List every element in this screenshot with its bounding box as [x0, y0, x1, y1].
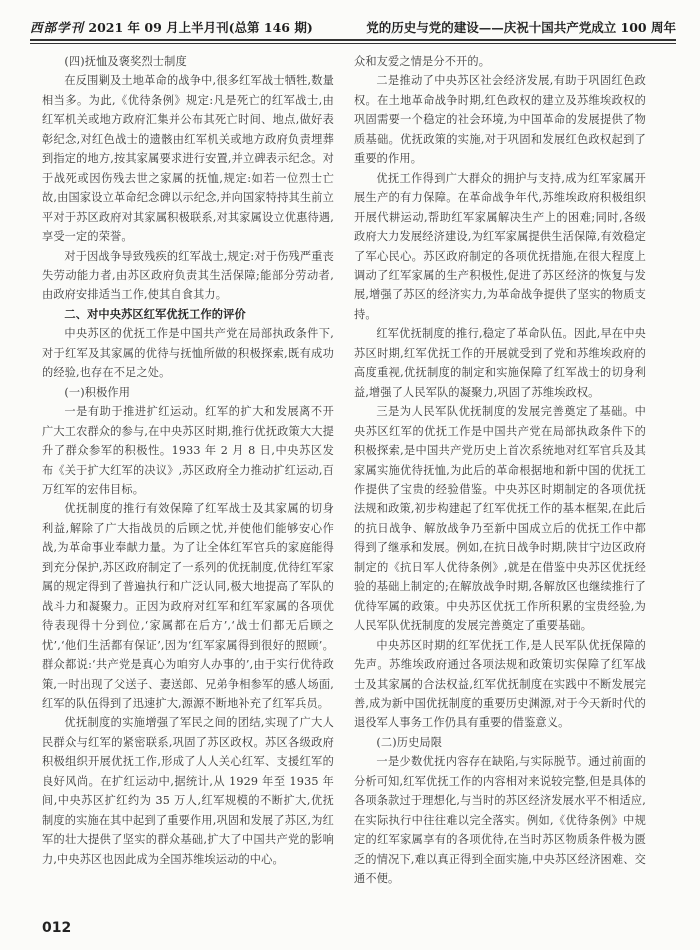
right-column — [354, 52, 646, 888]
header-rule-thick — [30, 39, 676, 41]
header-left — [30, 18, 313, 36]
paragraph: 中央苏区时期的红军优抚工作,是人民军队优抚保障的先声。苏维埃政府通过各项法规和政策切实保障了红军战士及其家属的合法权益,红军优抚制度在实践中不断发展完善,成为新中国优抚制度的重要历史渊源,对于今天新时代的退役军人事务工作仍具有重要的借鉴意义。 — [354, 638, 646, 730]
page-number: 012 — [42, 920, 72, 936]
subsection-heading: (二)历史局限 — [376, 735, 443, 749]
magazine-name: 西部学刊 — [30, 20, 85, 35]
paragraph: 优抚工作得到广大群众的拥护与支持,成为红军家属开展生产的有力保障。在革命战争年代,苏维埃政府积极组织开展代耕运动,帮助红军家属解决生产上的困难;同时,各级政府大力发展经济建设,为红军家属提供生活保障,有效稳定了军心民心。苏区政府制定的各项优抚措施,在很大程度上调动了红军家属的生产积极性,促进了苏区经济的恢复与发展,增强了苏区的经济实力,为革命战争提供了坚实的物质支持。 — [354, 171, 646, 321]
paragraph: 中央苏区的优抚工作是中国共产党在局部执政条件下,对于红军及其家属的优待与抚恤所做的积极探索,既有成功的经验,也存在不足之处。 — [42, 327, 334, 380]
paragraph: 在反围剿及土地革命的战争中,很多红军战士牺牲,数量相当多。为此,《优待条例》规定:凡是死亡的红军战士,由红军机关或地方政府汇集并公布其死亡时间、地点,做好表彰纪念,对红色战士的遗骸由红军机关或地方政府负责埋葬到指定的地方,按其家属要求进行安置,并立碑表示纪念。对于战死或因伤残去世之家属的抚恤,规定:如若一位烈士亡故,由国家设立革命纪念碑以示纪念,并向国家特持其生前立平对于苏区政府对其家属积极联系,对其家属设立优惠待遇,享受一定的荣誉。 — [42, 74, 334, 244]
subsection-heading: (一)积极作用 — [64, 385, 131, 399]
paragraph: 众和友爱之情是分不开的。 — [354, 55, 491, 68]
section-heading: 二、对中央苏区红军优抚工作的评价 — [64, 306, 246, 321]
header-rule-thin — [30, 43, 676, 44]
paragraph: 一是有助于推进扩红运动。红军的扩大和发展离不开广大工农群众的参与,在中央苏区时期,推行优抚政策大大提升了群众参军的积极性。1933 年 2 月 8 日,中央苏区发布《关于扩大红军的决议》,苏区政府全力推动扩红运动,百万红军的宏伟目标。 — [42, 405, 334, 496]
paragraph: 一是少数优抚内容存在缺陷,与实际脱节。通过前面的分析可知,红军优抚工作的内容相对来说较完整,但是具体的各项条款过于理想化,与当时的苏区经济发展水平不相适应,在实际执行中往往难以完全落实。例如,《优待条例》中规定的红军家属享有的各项优待,在当时苏区物质条件极为匮乏的情况下,难以真正得到全面实施,中央苏区经济困难、交通不便。 — [354, 755, 646, 886]
paragraph: 优抚制度的推行有效保障了红军战士及其家属的切身利益,解除了广大指战员的后顾之忧,并使他们能够安心作战,为革命事业奉献力量。为了让全体红军官兵的家庭能得到充分保护,苏区政府制定了一系列的优抚制度,优待红军家属的规定得到了普遍执行和广泛认同,极大地提高了军队的战斗力和凝聚力。正因为政府对红军和红军家属的各项优待表现得十分到位,‘家属都在后方’,‘战士们都无后顾之忧’,‘他们生活都有保证’,因为‘红军家属得到很好的照顾’。群众都说:‘共产党是真心为咱穷人办事的’,由于实行优待政策,一时出现了父送子、妻送郎、兄弟争相参军的感人场面,红军的队伍得到了迅速扩大,源源不断地补充了红军兵员。 — [42, 502, 334, 710]
paragraph: 优抚制度的实施增强了军民之间的团结,实现了广大人民群众与红军的紧密联系,巩固了苏区政权。苏区各级政府积极组织开展优抚工作,形成了人人关心红军、支援红军的良好风尚。在扩红运动中,据统计,从 1929 年至 1935 年间,中央苏区扩红约为 35 万人,红军规模的不断扩大,优抚制度的实施在其中起到了重要作用,巩固和发展了苏区,为红军的壮大提供了坚实的群众基础,扩大了中国共产党的影响力,中央苏区也因此成为全国苏维埃运动的中心。 — [42, 716, 334, 866]
paragraph: 对于因战争导致残疾的红军战士,规定:对于伤残严重丧失劳动能力者,由苏区政府负责其生活保障;能部分劳动者,由政府安排适当工作,使其自食其力。 — [42, 249, 334, 302]
section-title: 党的历史与党的建设——庆祝十国共产党成立 100 周年 — [366, 20, 676, 35]
running-header — [30, 14, 676, 36]
paragraph: 红军优抚制度的推行,稳定了革命队伍。因此,早在中央苏区时期,红军优抚工作的开展就受到了党和苏维埃政府的高度重视,优抚制度的制定和实施保障了红军战士的切身利益,增强了人民军队的凝聚力,巩固了苏维埃政权。 — [354, 327, 646, 399]
paragraph: 二是推动了中央苏区社会经济发展,有助于巩固红色政权。在土地革命战争时期,红色政权的建立及苏维埃政权的巩固需要一个稳定的社会环境,为中国革命的发展提供了物质基础。优抚政策的实施,对于巩固和发展红色政权起到了重要的作用。 — [354, 74, 646, 166]
issue-info: 2021 年 09 月上半月刊(总第 146 期) — [88, 20, 313, 35]
paragraph: 三是为人民军队优抚制度的发展完善奠定了基础。中央苏区红军的优抚工作是中国共产党在局部执政条件下的积极探索,是中国共产党历史上首次系统地对红军官兵及其家属实施优待抚恤,为此后的革命根据地和新中国的优抚工作提供了宝贵的经验借鉴。中央苏区时期制定的各项优抚法规和政策,初步构建起了红军优抚工作的基本框架,在此后的抗日战争、解放战争乃至新中国成立后的优抚工作中都得到了继承和发展。例如,在抗日战争时期,陕甘宁边区政府制定的《抗日军人优待条例》,就是在借鉴中央苏区优抚经验的基础上制定的;在解放战争时期,各解放区也继续推行了优待军属的政策。中央苏区优抚工作所积累的宝贵经验,为人民军队优抚制度的发展完善奠定了重要基础。 — [354, 405, 646, 633]
left-column — [42, 52, 334, 869]
subsection-heading: (四)抚恤及褒奖烈士制度 — [64, 55, 187, 68]
